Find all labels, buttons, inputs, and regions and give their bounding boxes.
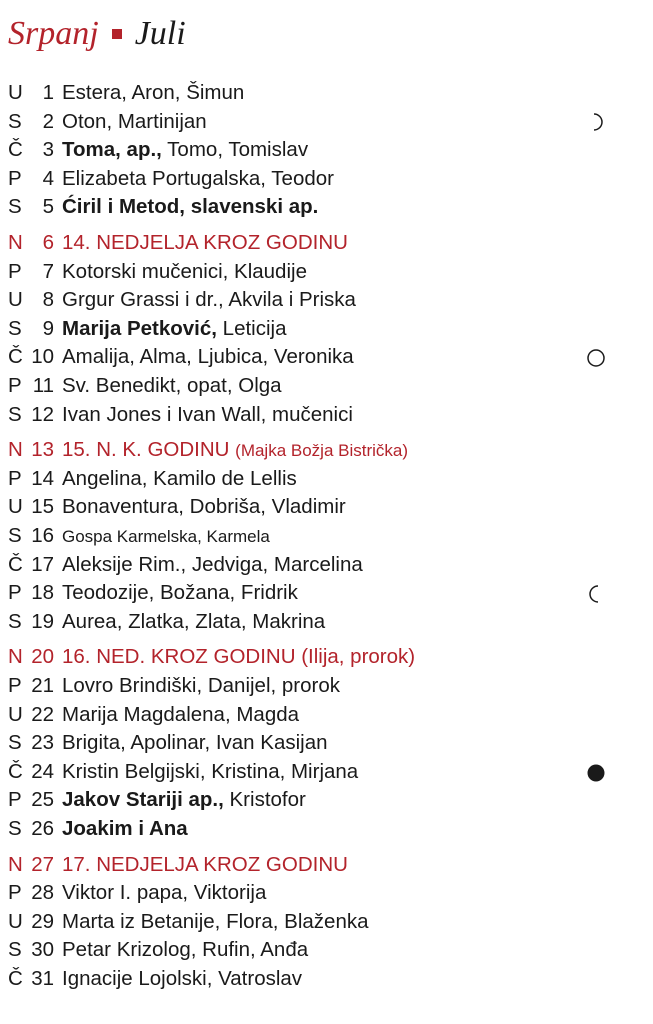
weekday-letter: U bbox=[8, 288, 23, 312]
name-text: Bonaventura, Dobriša, Vladimir bbox=[62, 495, 346, 519]
day-number: 22 bbox=[31, 702, 54, 726]
name-text: Petar Krizolog, Rufin, Anđa bbox=[62, 938, 309, 962]
weekday-letter: P bbox=[8, 674, 22, 697]
feast-highlight: Ćiril i Metod, slavenski ap. bbox=[62, 195, 319, 219]
name-text: (Majka Božja Bistrička) bbox=[235, 441, 409, 461]
weekday-letter: Č bbox=[8, 138, 23, 162]
name-text: Lovro Brindiški, Danijel, prorok bbox=[62, 674, 341, 697]
name-text: 15. N. K. GODINU bbox=[62, 438, 236, 462]
new-moon-icon bbox=[584, 758, 608, 786]
day-number: 23 bbox=[31, 731, 54, 755]
day-number: 2 bbox=[42, 109, 54, 133]
month-header bbox=[8, 12, 186, 56]
saints-names bbox=[62, 315, 286, 343]
name-text: Aleksije Rim., Jedviga, Marcelina bbox=[62, 552, 363, 576]
full-moon-icon bbox=[584, 343, 608, 371]
name-text: Ivan Jones i Ivan Wall, mučenici bbox=[62, 402, 353, 426]
day-row bbox=[0, 286, 653, 314]
saints-names bbox=[62, 165, 334, 193]
day-row bbox=[0, 815, 653, 843]
saints-names bbox=[62, 851, 348, 879]
weekday-letter: P bbox=[8, 166, 22, 190]
name-text: Teodozije, Božana, Fridrik bbox=[62, 581, 298, 605]
name-text: 14. NEDJELJA KROZ GODINU bbox=[62, 231, 348, 254]
day-number: 28 bbox=[31, 881, 54, 905]
day-number: 12 bbox=[31, 402, 54, 426]
day-number: 9 bbox=[42, 316, 54, 340]
weekday-letter: S bbox=[8, 731, 22, 755]
day-number: 29 bbox=[31, 909, 54, 933]
saints-names bbox=[62, 965, 302, 993]
saints-names bbox=[62, 258, 307, 286]
name-text: Kristofor bbox=[223, 788, 306, 812]
name-text: Gospa Karmelska, Karmela bbox=[62, 527, 270, 546]
day-number: 8 bbox=[42, 288, 54, 312]
saints-names bbox=[62, 493, 346, 521]
weekday-letter: P bbox=[8, 881, 22, 905]
day-number: 19 bbox=[31, 609, 54, 633]
day-row bbox=[0, 965, 653, 993]
name-text: Elizabeta Portugalska, Teodor bbox=[62, 166, 334, 190]
sunday-row bbox=[0, 436, 653, 464]
weekday-letter: S bbox=[8, 609, 22, 633]
weekday-letter: N bbox=[8, 645, 23, 669]
weekday-letter: S bbox=[8, 316, 22, 340]
saints-names bbox=[62, 701, 299, 729]
day-number: 21 bbox=[31, 674, 54, 697]
month-title-croatian: Srpanj bbox=[8, 15, 99, 52]
saints-names bbox=[62, 579, 298, 607]
day-row bbox=[0, 701, 653, 729]
day-row bbox=[0, 551, 653, 579]
day-row bbox=[0, 315, 653, 343]
day-number: 6 bbox=[42, 231, 54, 254]
day-row bbox=[0, 729, 653, 757]
day-number: 11 bbox=[32, 374, 54, 397]
sunday-row bbox=[0, 229, 653, 257]
day-row bbox=[0, 258, 653, 286]
day-row bbox=[0, 193, 653, 221]
weekday-letter: S bbox=[8, 817, 22, 840]
day-number: 30 bbox=[31, 938, 54, 962]
saints-names bbox=[62, 343, 354, 371]
saints-names bbox=[62, 193, 318, 221]
saints-names bbox=[62, 936, 308, 964]
day-row bbox=[0, 108, 653, 136]
name-text: Brigita, Apolinar, Ivan Kasijan bbox=[62, 731, 328, 755]
weekday-letter: P bbox=[8, 374, 22, 397]
saints-names bbox=[62, 672, 340, 700]
day-number: 1 bbox=[42, 81, 54, 104]
saints-names bbox=[62, 758, 358, 786]
weekday-letter: N bbox=[8, 438, 23, 462]
name-text: Tomo, Tomislav bbox=[161, 138, 309, 162]
saints-names bbox=[62, 286, 356, 314]
saints-names bbox=[62, 643, 415, 671]
saints-names bbox=[62, 551, 363, 579]
day-row bbox=[0, 672, 653, 700]
feast-highlight: Jakov Stariji ap., bbox=[62, 788, 224, 812]
sunday-row bbox=[0, 643, 653, 671]
day-number: 15 bbox=[31, 495, 54, 519]
day-row bbox=[0, 343, 653, 371]
saints-names bbox=[62, 908, 369, 936]
weekday-letter: U bbox=[8, 495, 23, 519]
day-number: 5 bbox=[42, 195, 54, 219]
day-number: 26 bbox=[31, 817, 54, 840]
day-number: 4 bbox=[42, 166, 54, 190]
weekday-letter: P bbox=[8, 259, 22, 283]
weekday-letter: Č bbox=[8, 967, 23, 990]
weekday-letter: U bbox=[8, 81, 23, 104]
day-number: 25 bbox=[31, 788, 54, 812]
month-title-alternate: Juli bbox=[134, 15, 186, 52]
day-number: 14 bbox=[31, 466, 54, 490]
day-row bbox=[0, 579, 653, 607]
day-row bbox=[0, 465, 653, 493]
weekday-letter: S bbox=[8, 402, 22, 426]
name-text: Amalija, Alma, Ljubica, Veronika bbox=[62, 345, 354, 369]
weekday-letter: Č bbox=[8, 759, 23, 783]
day-number: 3 bbox=[42, 138, 54, 162]
name-text: Marta iz Betanije, Flora, Blaženka bbox=[62, 909, 369, 933]
weekday-letter: P bbox=[8, 466, 22, 490]
weekday-letter: P bbox=[8, 581, 22, 605]
name-text: Estera, Aron, Šimun bbox=[62, 81, 245, 104]
title-separator bbox=[112, 29, 122, 39]
weekday-letter: N bbox=[8, 231, 23, 254]
weekday-letter: U bbox=[8, 909, 23, 933]
name-text: Aurea, Zlatka, Zlata, Makrina bbox=[62, 609, 326, 633]
saints-names bbox=[62, 229, 348, 257]
name-text: Kotorski mučenici, Klaudije bbox=[62, 259, 307, 283]
weekday-letter: N bbox=[8, 852, 23, 876]
saints-names bbox=[62, 79, 244, 107]
day-row bbox=[0, 608, 653, 636]
saints-names bbox=[62, 465, 297, 493]
day-row bbox=[0, 522, 653, 550]
day-number: 24 bbox=[31, 759, 54, 783]
name-text: Leticija bbox=[216, 316, 287, 340]
weekday-letter: S bbox=[8, 109, 22, 133]
day-number: 13 bbox=[31, 438, 54, 462]
saints-names bbox=[62, 372, 282, 400]
day-row bbox=[0, 908, 653, 936]
name-text: Viktor I. papa, Viktorija bbox=[62, 881, 267, 905]
day-number: 20 bbox=[31, 645, 54, 669]
weekday-letter: S bbox=[8, 524, 22, 547]
first-quarter-moon-icon bbox=[584, 579, 608, 607]
day-number: 16 bbox=[31, 524, 54, 547]
saints-names bbox=[62, 815, 188, 843]
weekday-letter: Č bbox=[8, 552, 23, 576]
saints-names bbox=[62, 108, 207, 136]
day-row bbox=[0, 401, 653, 429]
day-row bbox=[0, 936, 653, 964]
weekday-letter: U bbox=[8, 702, 23, 726]
saints-names bbox=[62, 729, 328, 757]
feast-highlight: Toma, ap., bbox=[62, 138, 162, 162]
name-text: Angelina, Kamilo de Lellis bbox=[62, 466, 297, 490]
weekday-letter: Č bbox=[8, 345, 23, 369]
saints-names bbox=[62, 436, 408, 465]
feast-highlight: Joakim i Ana bbox=[62, 817, 188, 840]
name-text: 16. NED. KROZ GODINU (Ilija, prorok) bbox=[62, 645, 416, 669]
weekday-letter: S bbox=[8, 195, 22, 219]
day-row bbox=[0, 136, 653, 164]
saints-names bbox=[62, 522, 270, 551]
day-row bbox=[0, 165, 653, 193]
day-number: 18 bbox=[31, 581, 54, 605]
name-text: Kristin Belgijski, Kristina, Mirjana bbox=[62, 759, 359, 783]
name-text: 17. NEDJELJA KROZ GODINU bbox=[62, 852, 348, 876]
saints-names bbox=[62, 786, 306, 814]
name-text: Grgur Grassi i dr., Akvila i Priska bbox=[62, 288, 356, 312]
saints-names bbox=[62, 879, 266, 907]
saints-names bbox=[62, 136, 308, 164]
saints-names bbox=[62, 401, 353, 429]
name-text: Oton, Martinijan bbox=[62, 109, 207, 133]
last-quarter-moon-icon bbox=[584, 108, 608, 136]
sunday-row bbox=[0, 851, 653, 879]
saints-names bbox=[62, 608, 325, 636]
day-number: 10 bbox=[31, 345, 54, 369]
weekday-letter: S bbox=[8, 938, 22, 962]
day-row bbox=[0, 79, 653, 107]
day-number: 7 bbox=[42, 259, 54, 283]
name-text: Ignacije Lojolski, Vatroslav bbox=[62, 967, 303, 990]
weekday-letter: P bbox=[8, 788, 22, 812]
day-row bbox=[0, 758, 653, 786]
day-number: 31 bbox=[31, 967, 54, 990]
feast-highlight: Marija Petković, bbox=[62, 316, 217, 340]
day-row bbox=[0, 372, 653, 400]
day-row bbox=[0, 786, 653, 814]
day-row bbox=[0, 493, 653, 521]
day-row bbox=[0, 879, 653, 907]
name-text: Marija Magdalena, Magda bbox=[62, 702, 300, 726]
day-number: 17 bbox=[31, 552, 54, 576]
day-number: 27 bbox=[31, 852, 54, 876]
name-text: Sv. Benedikt, opat, Olga bbox=[62, 374, 282, 397]
